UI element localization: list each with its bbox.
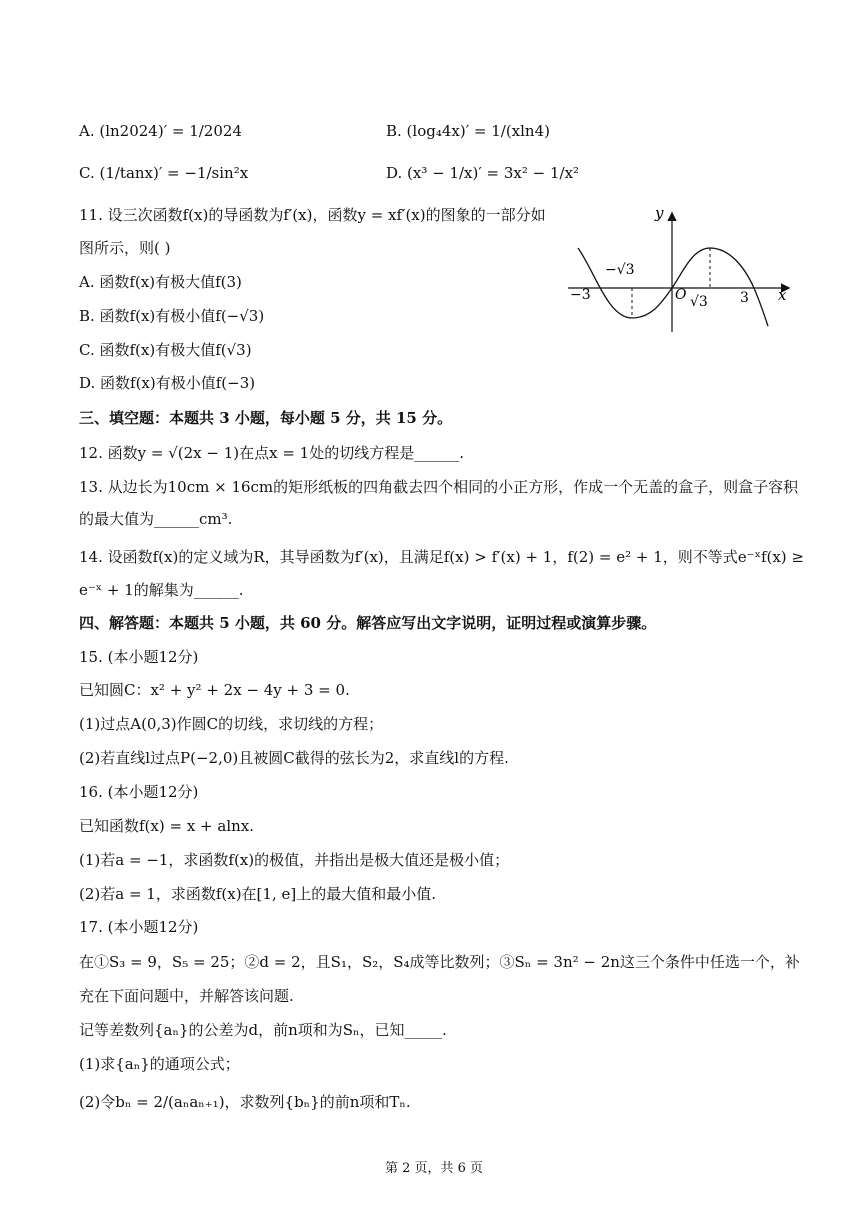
q16-part2: (2)若a = 1，求函数f(x)在[1, e]上的最大值和最小值. <box>79 885 436 903</box>
tick-3-label: 3 <box>740 290 749 306</box>
q13-line2: 的最大值为______cm³. <box>79 510 233 528</box>
page-footer: 第 2 页，共 6 页 <box>384 1161 484 1176</box>
curve <box>578 248 768 326</box>
q11-stem-line2: 图所示，则( ) <box>79 239 171 257</box>
q16-title: 16. (本小题12分) <box>79 783 199 801</box>
origin-label: O <box>675 287 687 303</box>
q10-option-a: A. (ln2024)′ = 1/2024 <box>79 122 242 140</box>
section3-header: 三、填空题：本题共 3 小题，每小题 5 分，共 15 分。 <box>79 409 453 427</box>
q10-option-d: D. (x³ − 1/x)′ = 3x² − 1/x² <box>386 164 580 182</box>
tick-neg3-label: −3 <box>570 287 591 303</box>
q11-option-c: C. 函数f(x)有极大值f(√3) <box>79 341 252 359</box>
q15-part2: (2)若直线l过点P(−2,0)且被圆C截得的弦长为2，求直线l的方程. <box>79 749 509 767</box>
q16-part1: (1)若a = −1，求函数f(x)的极值，并指出是极大值还是极小值； <box>79 851 510 869</box>
q11-option-d: D. 函数f(x)有极小值f(−3) <box>79 374 256 392</box>
q14-line1: 14. 设函数f(x)的定义域为R，其导函数为f′(x)，且满足f(x) > f′(x) + 1，f(2) = e² + 1，则不等式e⁻ˣf(x) ≥ <box>79 548 804 566</box>
q17-conditions-line1: 在①S₃ = 9，S₅ = 25；②d = 2，且S₁，S₂，S₄成等比数列；③Sₙ = 3n² − 2n这三个条件中任选一个，补 <box>79 953 800 971</box>
q10-option-c: C. (1/tanx)′ = −1/sin²x <box>79 164 249 182</box>
q17-title: 17. (本小题12分) <box>79 918 199 936</box>
q17-setup: 记等差数列{aₙ}的公差为d，前n项和为Sₙ，已知_____. <box>79 1021 447 1039</box>
section4-header: 四、解答题：本题共 5 小题，共 60 分。解答应写出文字说明，证明过程或演算步骤。 <box>79 614 657 632</box>
q11-option-a: A. 函数f(x)有极大值f(3) <box>79 273 242 291</box>
y-label: y <box>655 204 664 222</box>
q15-part1: (1)过点A(0,3)作圆C的切线，求切线的方程； <box>79 715 384 733</box>
tick-negsqrt3-label: −√3 <box>605 262 635 278</box>
q13-line1: 13. 从边长为10cm × 16cm的矩形纸板的四角截去四个相同的小正方形，作成一个无盖的盒子，则盒子容积 <box>79 478 799 496</box>
x-label: x <box>778 286 787 304</box>
q17-part1: (1)求{aₙ}的通项公式； <box>79 1055 240 1073</box>
q17-part2: (2)令bₙ = 2/(aₙaₙ₊₁)，求数列{bₙ}的前n项和Tₙ. <box>79 1093 411 1111</box>
q17-conditions-line2: 充在下面问题中，并解答该问题. <box>79 987 294 1005</box>
q10-option-b: B. (log₄4x)′ = 1/(xln4) <box>386 122 550 140</box>
q12: 12. 函数y = √(2x − 1)在点x = 1处的切线方程是______. <box>79 444 464 462</box>
q11-graph <box>560 200 800 340</box>
tick-sqrt3-label: √3 <box>690 294 708 310</box>
q15-given: 已知圆C：x² + y² + 2x − 4y + 3 = 0. <box>79 681 350 699</box>
q11-stem-line1: 11. 设三次函数f(x)的导函数为f′(x)，函数y = xf′(x)的图象的一部分如 <box>79 206 546 224</box>
q16-given: 已知函数f(x) = x + alnx. <box>79 817 255 835</box>
q11-option-b: B. 函数f(x)有极小值f(−√3) <box>79 307 265 325</box>
q15-title: 15. (本小题12分) <box>79 648 199 666</box>
q14-line2: e⁻ˣ + 1的解集为______. <box>79 581 244 599</box>
